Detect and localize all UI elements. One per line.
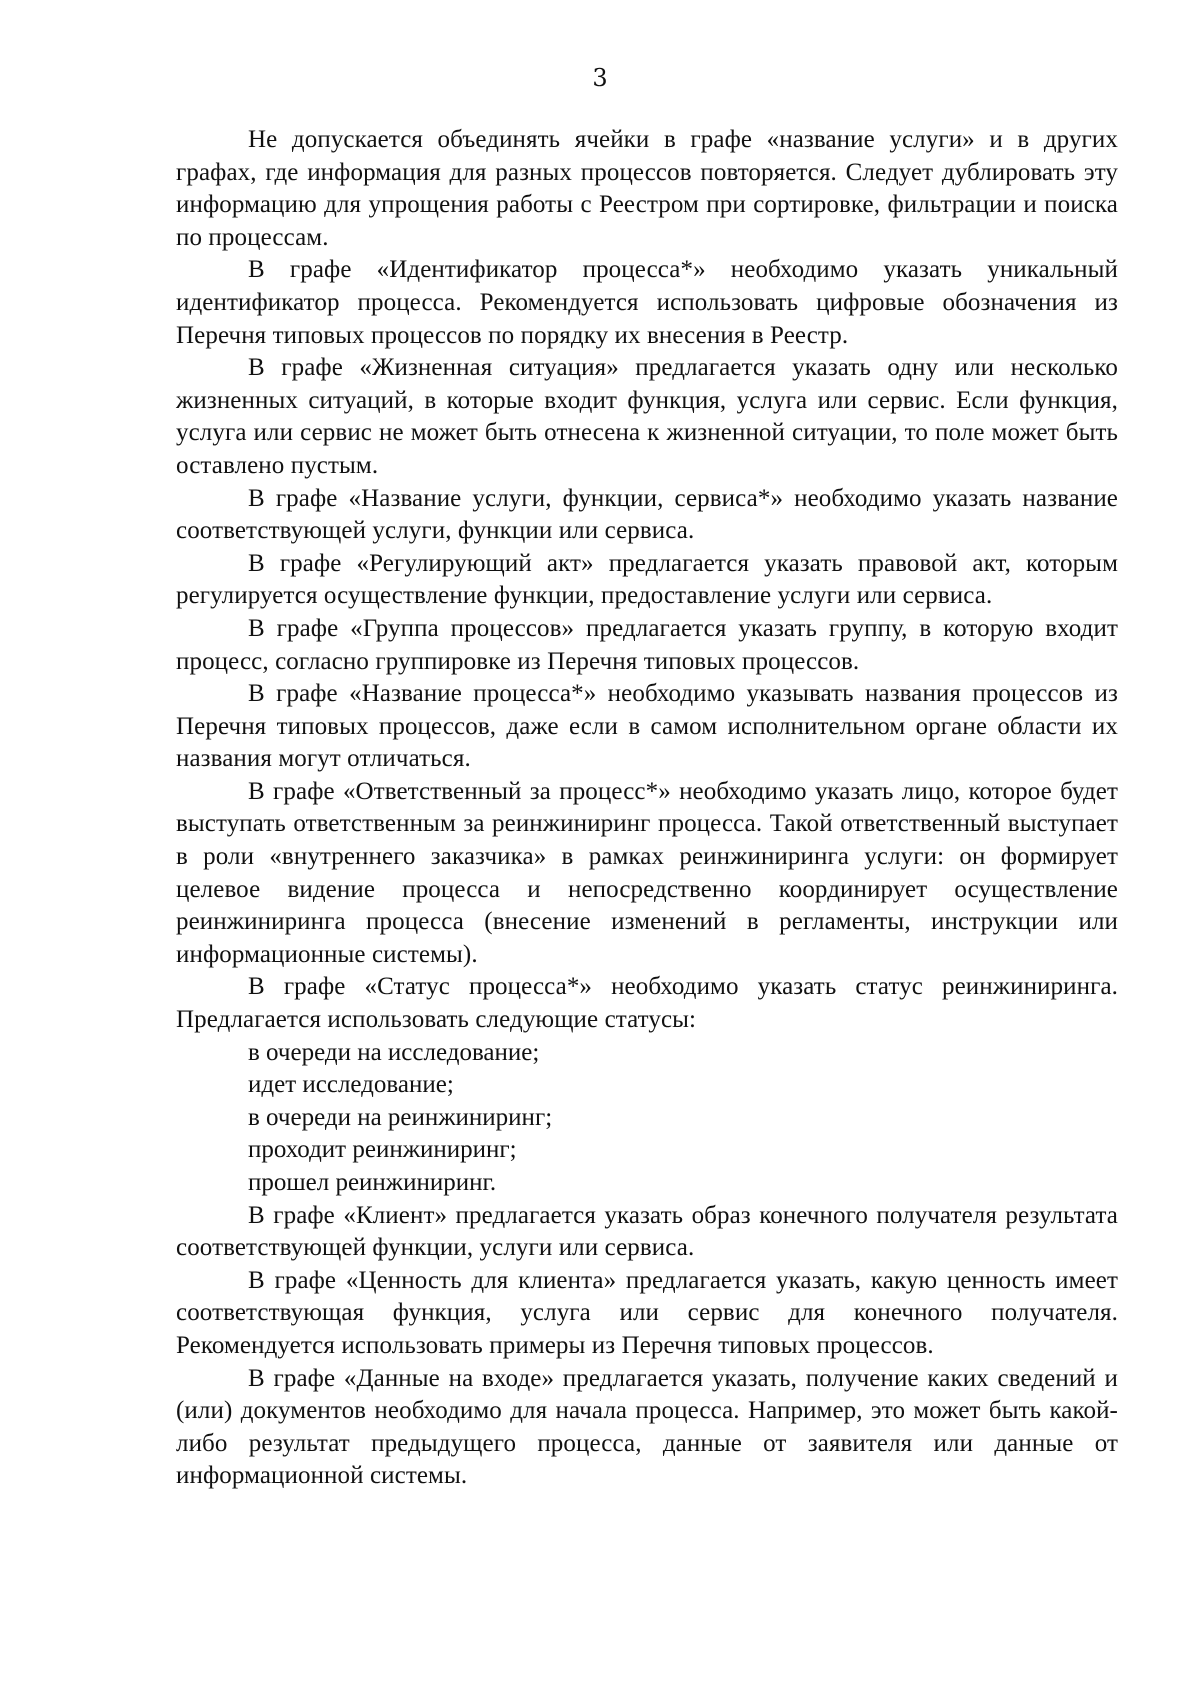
paragraph: В графе «Клиент» предлагается указать образ конечного получателя результата соответствующей функции, услуги или сервиса. — [176, 1201, 1118, 1262]
paragraph: В графе «Ответственный за процесс*» необходимо указать лицо, которое будет выступать ответственным за реинжиниринг процесса. Такой ответственный выступает в роли «внутреннего заказчика» в рамках реинжиниринга услуги: он формирует целевое видение процесса и непосредственно координирует осуществление реинжиниринга процесса (внесение изменений в регламенты, инструкции или информационные системы). — [176, 777, 1118, 968]
paragraph: В графе «Данные на входе» предлагается указать, получение каких сведений и (или) документов необходимо для начала процесса. Например, это может быть какой-либо результат предыдущего процесса, данные от заявителя или данные от информационной системы. — [176, 1364, 1118, 1490]
paragraph: В графе «Название услуги, функции, сервиса*» необходимо указать название соответствующей услуги, функции или сервиса. — [176, 484, 1118, 545]
paragraph: Не допускается объединять ячейки в графе «название услуги» и в других графах, где информация для разных процессов повторяется. Следует дублировать эту информацию для упрощения работы с Реестром при сортировке, фильтрации и поиска по процессам. — [176, 126, 1118, 251]
paragraph: В графе «Регулирующий акт» предлагается указать правовой акт, которым регулируется осуществление функции, предоставление услуги или сервиса. — [176, 549, 1118, 610]
list-item: в очереди на реинжиниринг; — [248, 1103, 553, 1131]
paragraph: В графе «Статус процесса*» необходимо указать статус реинжиниринга. Предлагается использовать следующие статусы: — [176, 973, 1118, 1034]
paragraph: В графе «Ценность для клиента» предлагается указать, какую ценность имеет соответствующая функция, услуга или сервис для конечного получателя. Рекомендуется использовать примеры из Перечня типовых процессов. — [176, 1266, 1118, 1359]
paragraph: В графе «Идентификатор процесса*» необходимо указать уникальный идентификатор процесса. Рекомендуется использовать цифровые обозначения из Перечня типовых процессов по порядку их внесения в Реестр. — [176, 256, 1118, 349]
list-item: прошел реинжиниринг. — [248, 1169, 497, 1196]
list-item: в очереди на исследование; — [248, 1038, 540, 1066]
document-body — [176, 124, 1118, 1493]
page-number: 3 — [592, 64, 608, 92]
paragraph: В графе «Жизненная ситуация» предлагается указать одну или несколько жизненных ситуаций, в которые входит функция, услуга или сервис. Если функция, услуга или сервис не может быть отнесена к жизненной ситуации, то поле может быть оставлено пустым. — [176, 354, 1118, 479]
list-item: идет исследование; — [248, 1071, 454, 1099]
paragraph: В графе «Название процесса*» необходимо указывать названия процессов из Перечня типовых процессов, даже если в самом исполнительном органе области их названия могут отличаться. — [176, 680, 1118, 773]
list-item: проходит реинжиниринг; — [248, 1136, 517, 1164]
paragraph: В графе «Группа процессов» предлагается указать группу, в которую входит процесс, согласно группировке из Перечня типовых процессов. — [176, 614, 1118, 675]
status-list — [176, 1037, 1118, 1200]
